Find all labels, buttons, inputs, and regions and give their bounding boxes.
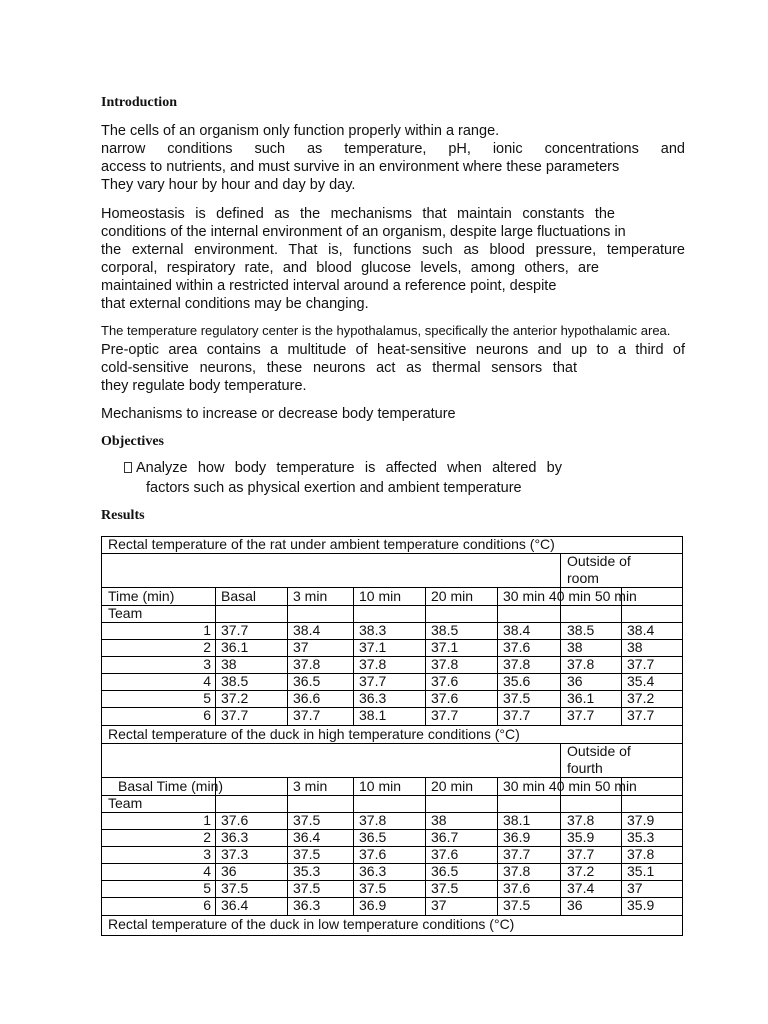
temperature-cell: 37.5 xyxy=(221,880,249,896)
temperature-cell: 37.8 xyxy=(359,656,387,672)
text-line: The cells of an organism only function properly within a range. xyxy=(101,123,500,139)
text-line: conditions of the internal environment of an organism, despite large fluctuations in xyxy=(101,224,626,240)
text-line: Pre-optic area contains a multitude of heat-sensitive neurons and up to a third of xyxy=(101,342,685,358)
intro-paragraph-3b xyxy=(101,341,685,395)
table1-header-basal: Basal xyxy=(221,588,257,604)
results-heading: Results xyxy=(101,508,145,523)
temperature-cell: 37.5 xyxy=(293,812,321,828)
temperature-cell: 37.7 xyxy=(221,622,249,638)
intro-paragraph-1 xyxy=(101,122,685,194)
temperature-cell: 37.7 xyxy=(627,707,655,723)
temperature-cell: 36.5 xyxy=(293,673,321,689)
text-line: They vary hour by hour and day by day. xyxy=(101,177,356,193)
team-number-cell: 1 xyxy=(203,622,211,638)
temperature-cell: 38.3 xyxy=(359,622,387,638)
team-number-cell: 6 xyxy=(203,707,211,723)
temperature-cell: 36 xyxy=(567,673,583,689)
table2-outside-line1: Outside of xyxy=(567,743,631,759)
text-line: corporal, respiratory rate, and blood glucose levels, among others, are xyxy=(101,260,599,276)
temperature-cell: 37.7 xyxy=(503,707,531,723)
table2-header-3min: 3 min xyxy=(293,778,328,794)
temperature-cell: 37.8 xyxy=(567,656,595,672)
temperature-cell: 37.5 xyxy=(503,690,531,706)
temperature-cell: 38.5 xyxy=(431,622,459,638)
table1-header-time: Time (min) xyxy=(108,588,175,604)
temperature-cell: 36.5 xyxy=(359,829,387,845)
temperature-cell: 38.4 xyxy=(627,622,655,638)
temperature-cell: 38 xyxy=(627,639,643,655)
temperature-cell: 36.3 xyxy=(359,690,387,706)
temperature-cell: 37.6 xyxy=(221,812,249,828)
temperature-cell: 38 xyxy=(221,656,237,672)
temperature-cell: 36.5 xyxy=(431,863,459,879)
text-line: cold-sensitive neurons, these neurons act as thermal sensors that xyxy=(101,360,577,376)
temperature-cell: 37.8 xyxy=(567,812,595,828)
temperature-cell: 37.8 xyxy=(627,846,655,862)
team-number-cell: 3 xyxy=(203,846,211,862)
temperature-cell: 37.2 xyxy=(567,863,595,879)
temperature-cell: 38 xyxy=(567,639,583,655)
temperature-cell: 37.8 xyxy=(503,656,531,672)
team-number-cell: 4 xyxy=(203,673,211,689)
results-table xyxy=(101,536,683,936)
temperature-cell: 36.3 xyxy=(221,829,249,845)
temperature-cell: 37.6 xyxy=(503,880,531,896)
temperature-cell: 38.5 xyxy=(221,673,249,689)
table3-title: Rectal temperature of the duck in low temperature conditions (°C) xyxy=(108,916,515,932)
temperature-cell: 38.4 xyxy=(293,622,321,638)
temperature-cell: 38.1 xyxy=(359,707,387,723)
team-number-cell: 2 xyxy=(203,639,211,655)
temperature-cell: 37.7 xyxy=(293,707,321,723)
temperature-cell: 36.4 xyxy=(221,897,249,913)
temperature-cell: 37.7 xyxy=(431,707,459,723)
text-line: Homeostasis is defined as the mechanisms that maintain constants the xyxy=(101,206,615,222)
temperature-cell: 38.5 xyxy=(567,622,595,638)
temperature-cell: 37.1 xyxy=(359,639,387,655)
temperature-cell: 36 xyxy=(567,897,583,913)
table1-header-3min: 3 min xyxy=(293,588,328,604)
temperature-cell: 38.4 xyxy=(503,622,531,638)
temperature-cell: 37.4 xyxy=(567,880,595,896)
table2-header-20min: 20 min xyxy=(431,778,474,794)
team-number-cell: 5 xyxy=(203,690,211,706)
temperature-cell: 35.9 xyxy=(567,829,595,845)
table2-header-30-40-50min: 30 min 40 min 50 min xyxy=(503,778,637,794)
temperature-cell: 37.5 xyxy=(293,880,321,896)
temperature-cell: 36.1 xyxy=(567,690,595,706)
team-number-cell: 5 xyxy=(203,880,211,896)
temperature-cell: 36.7 xyxy=(431,829,459,845)
temperature-cell: 35.4 xyxy=(627,673,655,689)
temperature-cell: 36.9 xyxy=(503,829,531,845)
table2-team-label: Team xyxy=(108,795,143,811)
temperature-cell: 36.6 xyxy=(293,690,321,706)
temperature-cell: 35.3 xyxy=(627,829,655,845)
objective-item xyxy=(124,460,562,476)
temperature-cell: 37.6 xyxy=(431,690,459,706)
table1-header-20min: 20 min xyxy=(431,588,474,604)
temperature-cell: 36 xyxy=(221,863,237,879)
intro-paragraph-4 xyxy=(101,405,685,423)
temperature-cell: 35.9 xyxy=(627,897,655,913)
bullet-icon xyxy=(124,462,132,473)
temperature-cell: 37.8 xyxy=(503,863,531,879)
text-line: The temperature regulatory center is the hypothalamus, specifically the anterior hypothalamic area. xyxy=(101,323,671,338)
text-line: narrow conditions such as temperature, pH, ionic concentrations and xyxy=(101,141,685,157)
temperature-cell: 37.6 xyxy=(431,846,459,862)
team-number-cell: 6 xyxy=(203,897,211,913)
table2-header-10min: 10 min xyxy=(359,778,402,794)
temperature-cell: 36.1 xyxy=(221,639,249,655)
temperature-cell: 38 xyxy=(431,812,447,828)
objective-text: Analyze how body temperature is affected when altered by xyxy=(136,460,562,476)
intro-paragraph-3 xyxy=(101,322,685,340)
introduction-heading: Introduction xyxy=(101,95,177,110)
temperature-cell: 37.8 xyxy=(293,656,321,672)
team-number-cell: 1 xyxy=(203,812,211,828)
temperature-cell: 37.6 xyxy=(431,673,459,689)
text-line: Mechanisms to increase or decrease body temperature xyxy=(101,406,456,422)
temperature-cell: 37.8 xyxy=(431,656,459,672)
temperature-cell: 37.5 xyxy=(503,897,531,913)
temperature-cell: 36.3 xyxy=(359,863,387,879)
table1-outside-line2: room xyxy=(567,570,599,586)
text-line: they regulate body temperature. xyxy=(101,378,307,394)
text-line: access to nutrients, and must survive in an environment where these parameters xyxy=(101,159,620,175)
team-number-cell: 4 xyxy=(203,863,211,879)
text-line: maintained within a restricted interval around a reference point, despite xyxy=(101,278,557,294)
temperature-cell: 37.1 xyxy=(431,639,459,655)
temperature-cell: 37.5 xyxy=(431,880,459,896)
temperature-cell: 36.4 xyxy=(293,829,321,845)
temperature-cell: 37 xyxy=(431,897,447,913)
table1-header-10min: 10 min xyxy=(359,588,402,604)
temperature-cell: 37.5 xyxy=(293,846,321,862)
temperature-cell: 37.7 xyxy=(567,846,595,862)
temperature-cell: 37.6 xyxy=(359,846,387,862)
temperature-cell: 37.7 xyxy=(567,707,595,723)
temperature-cell: 37.7 xyxy=(503,846,531,862)
table1-outside-line1: Outside of xyxy=(567,553,631,569)
text-line: that external conditions may be changing. xyxy=(101,296,369,312)
table1-header-30-40-50min: 30 min 40 min 50 min xyxy=(503,588,637,604)
temperature-cell: 37.9 xyxy=(627,812,655,828)
table1-title: Rectal temperature of the rat under ambient temperature conditions (°C) xyxy=(108,536,555,552)
intro-paragraph-2 xyxy=(101,205,685,313)
temperature-cell: 36.3 xyxy=(293,897,321,913)
temperature-cell: 35.6 xyxy=(503,673,531,689)
temperature-cell: 37.8 xyxy=(359,812,387,828)
team-number-cell: 2 xyxy=(203,829,211,845)
objectives-heading: Objectives xyxy=(101,434,164,449)
temperature-cell: 37.7 xyxy=(221,707,249,723)
temperature-cell: 35.3 xyxy=(293,863,321,879)
temperature-cell: 36.9 xyxy=(359,897,387,913)
temperature-cell: 38.1 xyxy=(503,812,531,828)
temperature-cell: 37 xyxy=(627,880,643,896)
temperature-cell: 37.3 xyxy=(221,846,249,862)
temperature-cell: 37.2 xyxy=(221,690,249,706)
temperature-cell: 37.7 xyxy=(359,673,387,689)
temperature-cell: 35.1 xyxy=(627,863,655,879)
table2-header-basal-time: Basal Time (min) xyxy=(118,778,224,794)
table2-outside-line2: fourth xyxy=(567,760,603,776)
objective-item-continuation: factors such as physical exertion and ambient temperature xyxy=(146,480,522,496)
table2-title: Rectal temperature of the duck in high temperature conditions (°C) xyxy=(108,726,520,742)
temperature-cell: 37.5 xyxy=(359,880,387,896)
table1-team-label: Team xyxy=(108,605,143,621)
team-number-cell: 3 xyxy=(203,656,211,672)
temperature-cell: 37.6 xyxy=(503,639,531,655)
temperature-cell: 37.2 xyxy=(627,690,655,706)
text-line: the external environment. That is, functions such as blood pressure, temperature xyxy=(101,242,685,258)
temperature-cell: 37.7 xyxy=(627,656,655,672)
temperature-cell: 37 xyxy=(293,639,309,655)
